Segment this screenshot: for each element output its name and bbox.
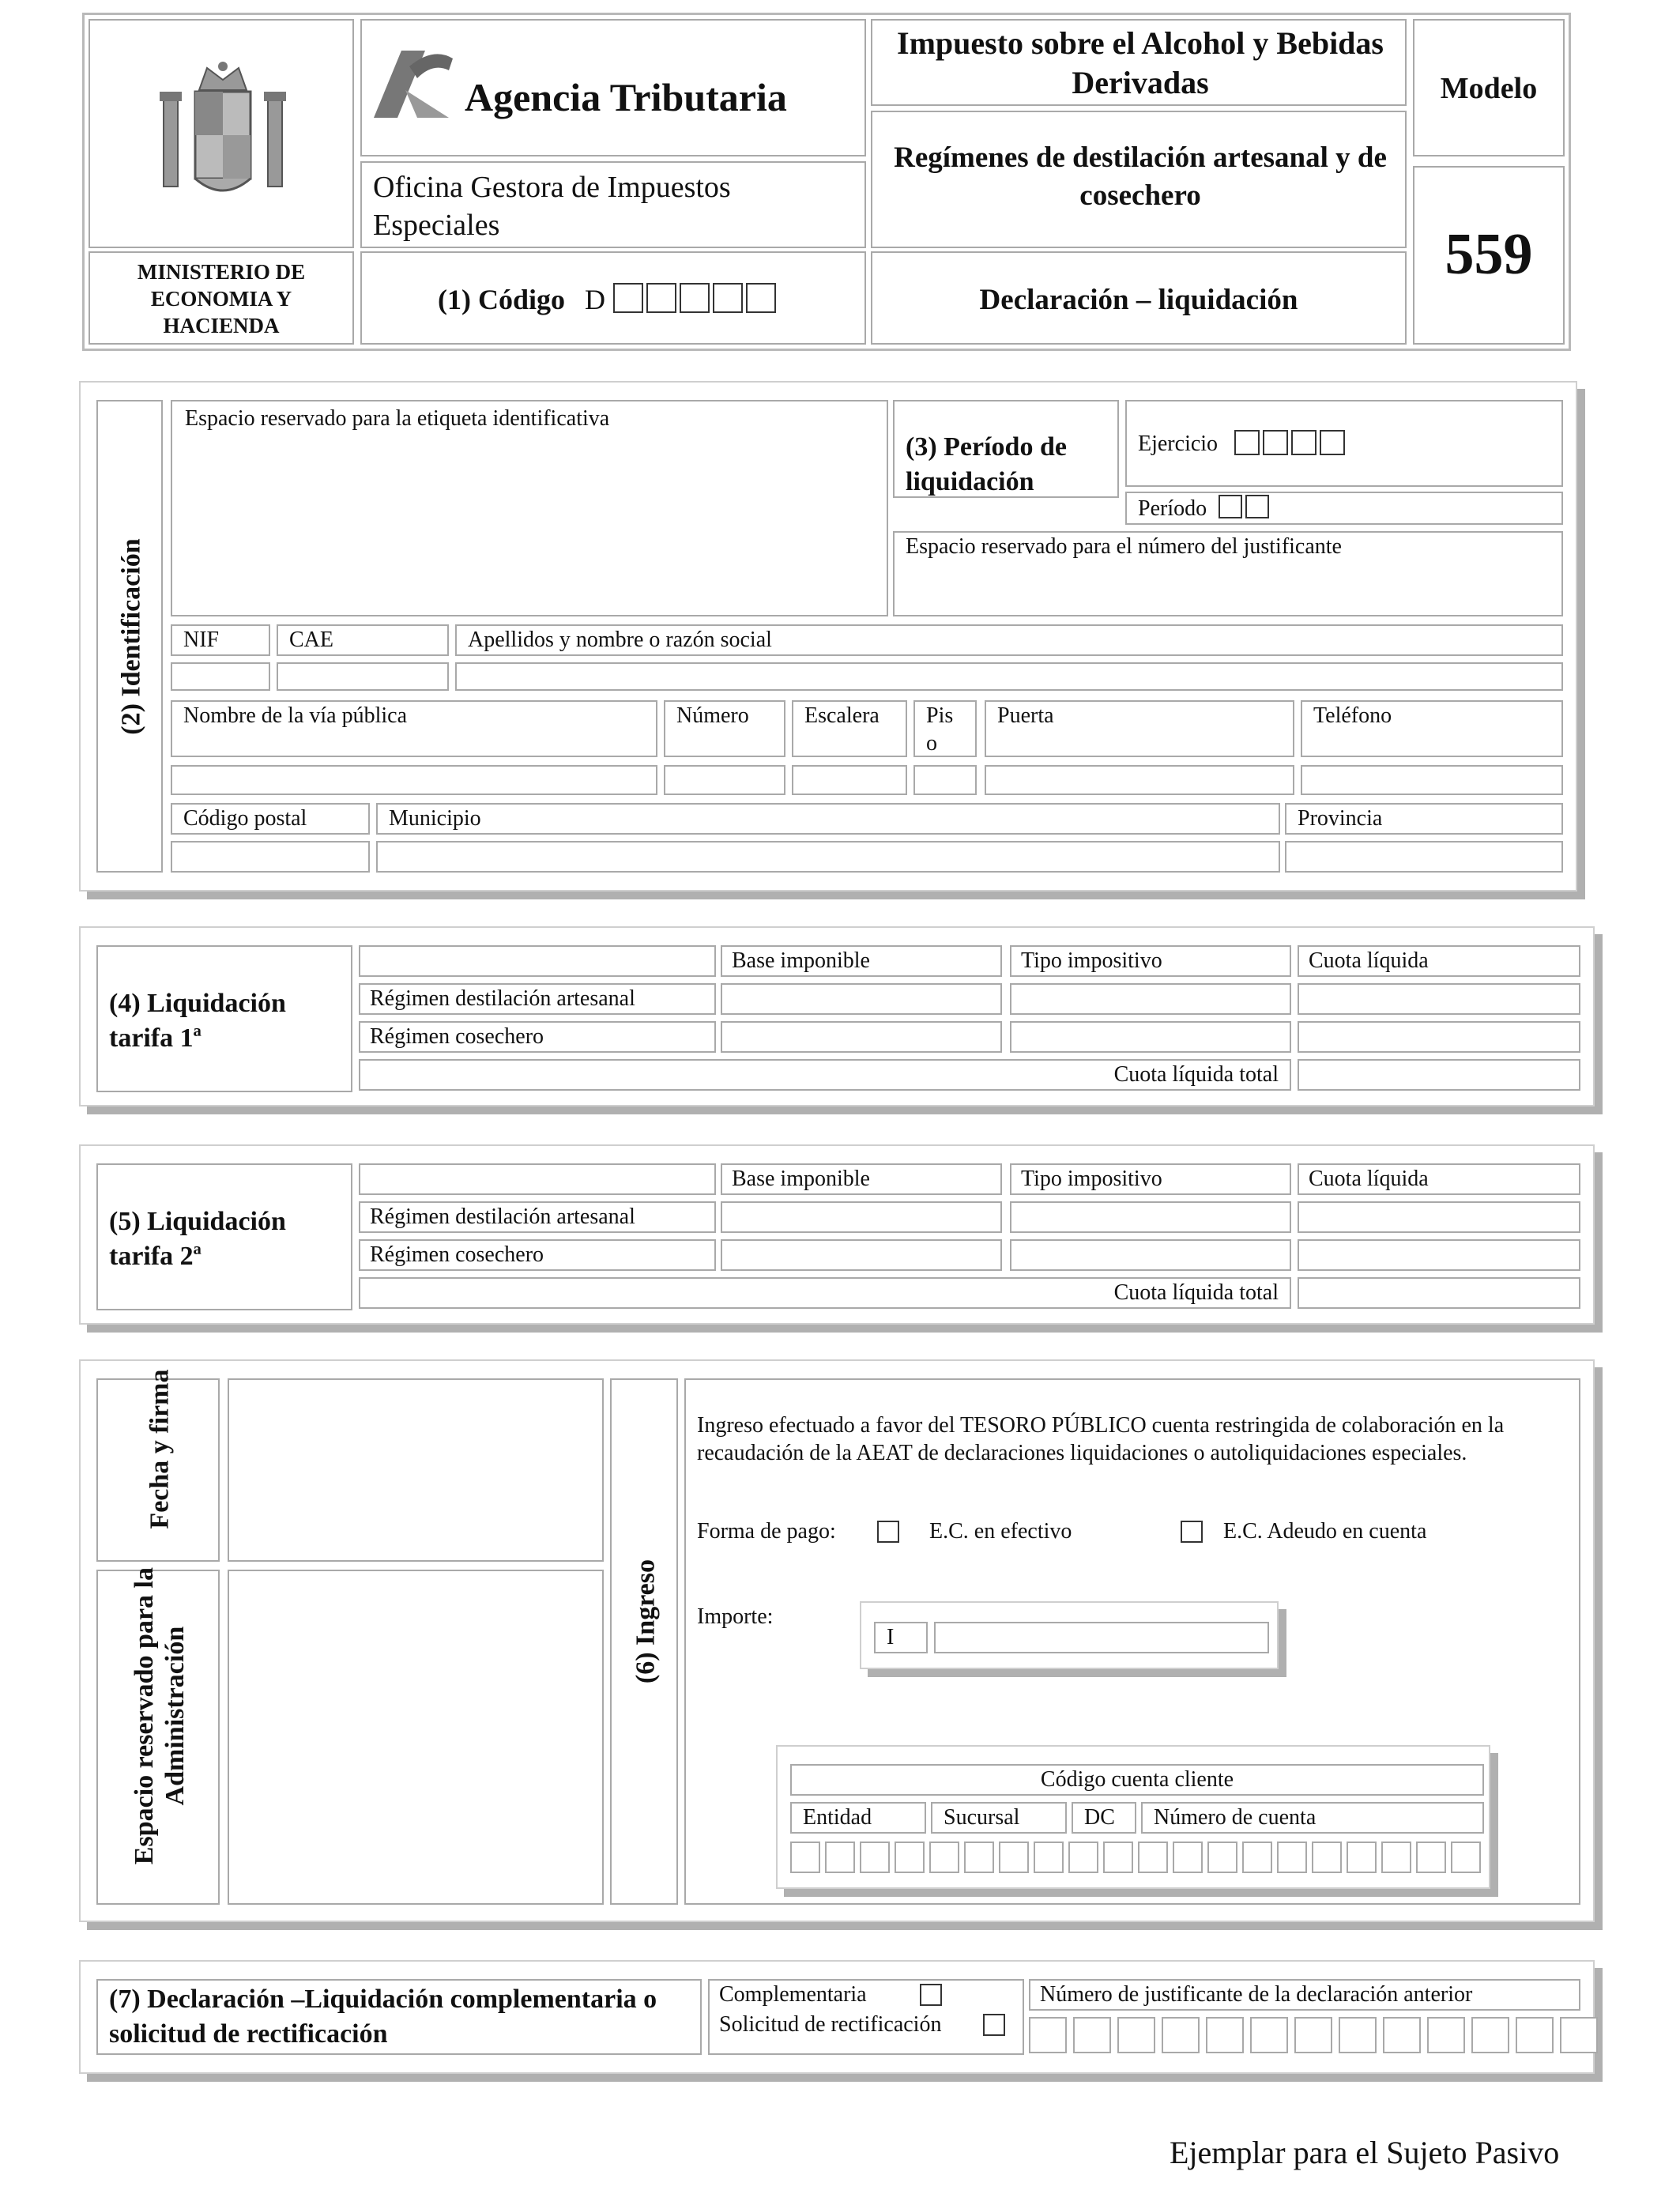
ingreso-title: (6) Ingreso [631,1559,661,1684]
nif-label-cell [171,624,270,656]
liq2-cuota-label: Cuota líquida [1309,1167,1429,1191]
declaration-cell [871,251,1407,345]
door-label: Puerta [997,703,1054,728]
account-digit-box[interactable] [860,1842,890,1873]
account-digit-box[interactable] [1451,1842,1481,1873]
regimes-cell [871,111,1407,248]
previous-number-digit-box[interactable] [1427,2017,1465,2053]
code-digit-box[interactable] [713,283,743,313]
liq1-row2-label: Régimen cosechero [370,1024,544,1049]
forma-pago-label: Forma de pago: [697,1519,836,1544]
staircase-input[interactable] [792,765,907,795]
account-digit-box[interactable] [895,1842,925,1873]
coat-of-arms-cell [89,19,354,248]
account-title: Código cuenta cliente [1040,1767,1234,1792]
phone-label: Teléfono [1313,703,1392,728]
branch-label: Sucursal [944,1805,1020,1830]
branch-label-cell [931,1802,1067,1834]
cash-label: E.C. en efectivo [929,1519,1072,1544]
modelo-number: 559 [1445,222,1533,287]
liq2-row1-label-cell [359,1201,716,1233]
previous-number-digit-box[interactable] [1516,2017,1554,2053]
previous-number-digit-box[interactable] [1339,2017,1377,2053]
liq2-title: (5) Liquidación tarifa 2ª [109,1207,286,1272]
modelo-label: Modelo [1440,72,1538,105]
amount-prefix-cell [874,1622,928,1653]
liq1-base-label: Base imponible [732,948,870,973]
liq1-row1-cuota-input[interactable] [1298,983,1580,1015]
liq1-base-header [721,945,1002,977]
province-label-cell [1285,803,1563,835]
copy-footer: Ejemplar para el Sujeto Pasivo [1170,2135,1560,2170]
floor-input[interactable] [913,765,977,795]
municipality-label-cell [376,803,1280,835]
previous-number-digit-box[interactable] [1560,2017,1598,2053]
door-input[interactable] [985,765,1294,795]
identification-title: (2) Identificación [116,538,146,735]
liq2-cuota-header [1298,1163,1580,1195]
previous-number-digit-box[interactable] [1162,2017,1200,2053]
liq2-tipo-label: Tipo impositivo [1021,1167,1162,1191]
agency-name: Agencia Tributaria [465,75,787,119]
ejercicio-digit-box[interactable] [1263,430,1288,455]
amount-label: Importe: [697,1604,774,1629]
account-digit-box[interactable] [1347,1842,1377,1873]
account-digit-box[interactable] [1312,1842,1342,1873]
account-digit-box[interactable] [1207,1842,1237,1873]
municipality-input[interactable] [376,841,1280,873]
coat-of-arms-icon [152,60,294,210]
municipality-label: Municipio [389,806,481,831]
previous-number-digit-box[interactable] [1294,2017,1332,2053]
liq2-total-label-cell [359,1277,1291,1309]
account-digit-box[interactable] [999,1842,1029,1873]
liq1-row1-tipo-input[interactable] [1010,983,1291,1015]
number-label-cell [664,700,785,757]
account-title-cell [790,1764,1484,1796]
dc-label: DC [1084,1805,1115,1830]
code-prefix: D [585,284,605,315]
province-label: Provincia [1298,806,1383,831]
previous-number-label: Número de justificante de la declaración anterior [1040,1982,1473,2007]
ejercicio-digit-box[interactable] [1234,430,1260,455]
complementary-title: (7) Declaración –Liquidación complementaria o solicitud de rectificación [109,1985,657,2049]
liq1-cuota-header [1298,945,1580,977]
street-label: Nombre de la vía pública [183,703,408,728]
complementaria-checkbox[interactable] [920,1984,942,2006]
justificante-space-cell [893,531,1563,616]
ingreso-side-cell [610,1378,678,1905]
entity-label: Entidad [803,1805,872,1830]
ejercicio-boxes[interactable] [1234,430,1348,455]
complementary-options-cell [708,1979,1024,2055]
floor-label: Pis o [926,703,954,756]
ejercicio-digit-box[interactable] [1320,430,1345,455]
postal-label-cell [171,803,370,835]
ejercicio-label: Ejercicio [1138,432,1219,456]
tax-title-cell [871,19,1407,106]
phone-label-cell [1301,700,1563,757]
street-input[interactable] [171,765,657,795]
phone-input[interactable] [1301,765,1563,795]
postal-input[interactable] [171,841,370,873]
account-digit-box[interactable] [825,1842,855,1873]
liq2-base-label: Base imponible [732,1167,870,1191]
tax-title: Impuesto sobre el Alcohol y Bebidas Derivadas [897,25,1384,100]
liq1-title-cell [96,945,352,1092]
periodo-digit-box[interactable] [1245,495,1269,518]
liq1-row2-tipo-input[interactable] [1010,1021,1291,1053]
liq1-total-label: Cuota líquida total [1113,1062,1279,1087]
liq2-row1-base-input[interactable] [721,1201,1002,1233]
liq2-row2-label-cell [359,1239,716,1271]
account-digit-box[interactable] [1277,1842,1307,1873]
cae-label-cell [277,624,449,656]
name-label: Apellidos y nombre o razón social [468,628,772,652]
period-title: (3) Período de liquidación [906,432,1067,497]
account-digit-box[interactable] [1138,1842,1168,1873]
modelo-number-cell [1413,166,1565,345]
liq1-row2-base-input[interactable] [721,1021,1002,1053]
date-sign-label-cell [96,1369,220,1562]
account-number-label-cell [1141,1802,1484,1834]
liq2-total-input[interactable] [1298,1277,1580,1309]
complementary-title-cell [96,1979,702,2055]
liq1-tipo-label: Tipo impositivo [1021,948,1162,973]
name-input[interactable] [455,662,1563,691]
entity-label-cell [790,1802,926,1834]
office-cell [360,161,866,248]
street-label-cell [171,700,657,757]
periodo-cell [1125,492,1563,525]
ejercicio-cell [1125,400,1563,487]
previous-number-digit-box[interactable] [1471,2017,1509,2053]
liq2-row2-cuota-input[interactable] [1298,1239,1580,1271]
liq2-row2-tipo-input[interactable] [1010,1239,1291,1271]
previous-number-digit-box[interactable] [1206,2017,1244,2053]
liq1-row2-label-cell [359,1021,716,1053]
liq1-row1-base-input[interactable] [721,983,1002,1015]
agency-cell [360,19,866,156]
admin-space-area [228,1570,604,1905]
liq2-row1-label: Régimen destilación artesanal [370,1204,635,1229]
staircase-label: Escalera [804,703,880,728]
liq1-total-label-cell [359,1059,1291,1091]
admin-space-label-cell [96,1567,220,1905]
liq1-row1-label: Régimen destilación artesanal [370,986,635,1011]
liq2-total-label: Cuota líquida total [1113,1280,1279,1305]
province-input[interactable] [1285,841,1563,873]
liq2-header-blank [359,1163,716,1195]
code-digit-box[interactable] [646,283,676,313]
amount-input[interactable] [934,1622,1269,1653]
date-sign-area[interactable] [228,1378,604,1562]
liq1-title: (4) Liquidación tarifa 1ª [109,989,286,1054]
ministry-cell [89,251,354,345]
liq1-total-input[interactable] [1298,1059,1580,1091]
agency-logo-icon [370,43,457,122]
ministry-name: MINISTERIO DE ECONOMIA Y HACIENDA [137,260,306,337]
account-digit-box[interactable] [790,1842,820,1873]
code-cell [360,251,866,345]
declaration-title: Declaración – liquidación [979,284,1298,316]
code-digit-box[interactable] [680,283,710,313]
code-label: (1) Código [438,284,565,315]
account-digit-box[interactable] [1242,1842,1272,1873]
account-digit-box[interactable] [1416,1842,1446,1873]
dc-label-cell [1072,1802,1136,1834]
rectificacion-checkbox[interactable] [983,2014,1005,2036]
modelo-label-cell [1413,19,1565,156]
complementaria-label: Complementaria [719,1982,867,2007]
liq1-cuota-label: Cuota líquida [1309,948,1429,973]
liq1-row2-cuota-input[interactable] [1298,1021,1580,1053]
liq2-base-header [721,1163,1002,1195]
account-digit-box[interactable] [964,1842,994,1873]
debit-checkbox[interactable] [1181,1521,1203,1543]
liq2-title-cell [96,1163,352,1310]
previous-number-digit-box[interactable] [1383,2017,1421,2053]
name-label-cell [455,624,1563,656]
rectificacion-label: Solicitud de rectificación [719,2012,942,2037]
floor-label-cell [913,700,977,757]
previous-number-digit-box[interactable] [1073,2017,1111,2053]
amount-prefix: I [887,1625,895,1649]
liq1-tipo-header [1010,945,1291,977]
number-input[interactable] [664,765,785,795]
admin-space-label: Espacio reservado para la Administración [129,1567,190,1865]
door-label-cell [985,700,1294,757]
code-digit-box[interactable] [746,283,776,313]
liq2-tipo-header [1010,1163,1291,1195]
liq1-header-blank [359,945,716,977]
code-digit-boxes[interactable] [613,283,779,313]
debit-label: E.C. Adeudo en cuenta [1223,1519,1427,1544]
account-digit-box[interactable] [1034,1842,1064,1873]
account-number-label: Número de cuenta [1154,1805,1317,1830]
periodo-boxes[interactable] [1219,495,1272,518]
number-label: Número [676,703,749,728]
identification-side-cell [96,400,163,873]
liq2-row2-base-input[interactable] [721,1239,1002,1271]
justificante-space: Espacio reservado para el número del justificante [906,534,1342,559]
previous-number-label-cell [1029,1979,1580,2011]
account-digit-box[interactable] [1381,1842,1411,1873]
nif-input[interactable] [171,662,270,691]
cash-checkbox[interactable] [877,1521,899,1543]
account-digit-box[interactable] [929,1842,959,1873]
label-space-cell [171,400,888,616]
account-digit-box[interactable] [1068,1842,1098,1873]
staircase-label-cell [792,700,907,757]
ingreso-text: Ingreso efectuado a favor del TESORO PÚBLICO cuenta restringida de colaboración en la recaudación de la AEAT de declaraciones liquidaciones o autoliquidaciones especiales. [697,1413,1505,1465]
ejercicio-digit-box[interactable] [1291,430,1317,455]
regimes-title: Regímenes de destilación artesanal y de cosechero [894,141,1387,213]
label-space: Espacio reservado para la etiqueta identificativa [185,406,610,431]
liq2-row1-cuota-input[interactable] [1298,1201,1580,1233]
liq2-row2-label: Régimen cosechero [370,1242,544,1267]
cae-input[interactable] [277,662,449,691]
previous-number-digit-box[interactable] [1029,2017,1067,2053]
previous-number-digit-box[interactable] [1117,2017,1155,2053]
account-digit-box[interactable] [1173,1842,1203,1873]
periodo-label: Período [1138,496,1207,521]
office-name: Oficina Gestora de Impuestos Especiales [373,171,731,242]
nif-label: NIF [183,628,220,652]
liq1-row1-label-cell [359,983,716,1015]
account-digit-box[interactable] [1103,1842,1133,1873]
periodo-digit-box[interactable] [1219,495,1242,518]
cae-label: CAE [289,628,333,652]
code-digit-box[interactable] [613,283,643,313]
previous-number-digit-box[interactable] [1250,2017,1288,2053]
liq2-row1-tipo-input[interactable] [1010,1201,1291,1233]
postal-label: Código postal [183,806,307,831]
date-sign-label: Fecha y firma [145,1369,175,1529]
period-title-cell [893,400,1119,498]
